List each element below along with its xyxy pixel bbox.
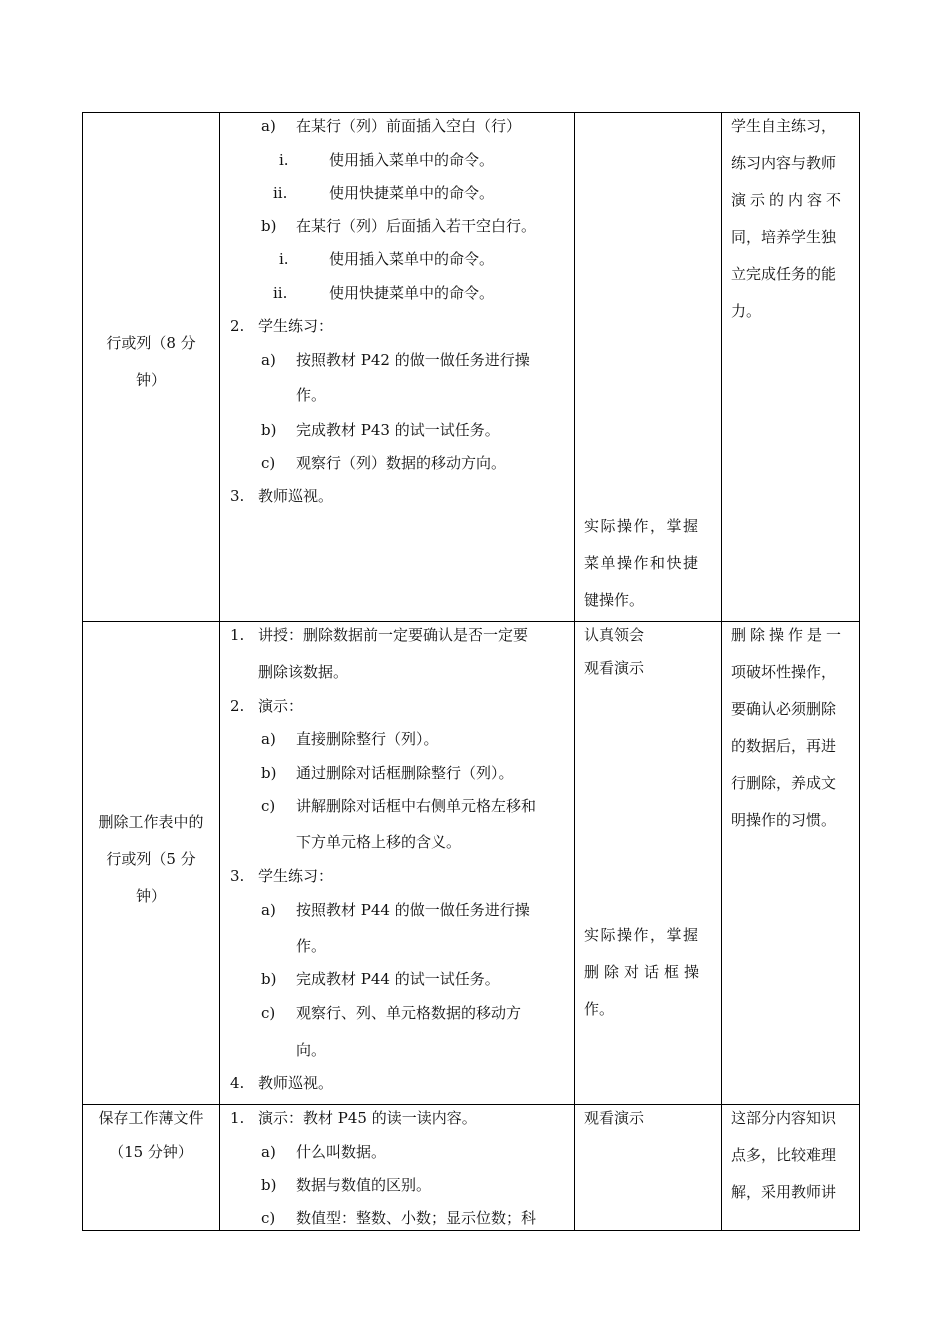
row1-intent-line: 力。 <box>731 302 762 320</box>
row1-intent-line: 立完成任务的能 <box>731 265 837 283</box>
row2-item-text: 下方单元格上移的含义。 <box>296 833 462 851</box>
row1-item-num: i. <box>279 250 289 268</box>
row1-item-num: 2. <box>230 317 245 335</box>
row2-item-text: 讲授：删除数据前一定要确认是否一定要 <box>258 626 529 644</box>
col-divider-1 <box>219 112 220 1231</box>
row1-topic-line: 行或列（8 分 <box>106 334 196 352</box>
row1-activity-line: 键操作。 <box>584 591 645 609</box>
row1-item-num: a) <box>261 351 276 369</box>
row2-topic-line: 钟） <box>135 887 166 905</box>
row1-item-text: 教师巡视。 <box>258 487 334 505</box>
row1-item-num: a) <box>261 117 276 135</box>
row2-item-text: 完成教材 P44 的试一试任务。 <box>296 970 500 988</box>
row1-item-num: c) <box>261 454 276 472</box>
row3-activity-line: 观看演示 <box>584 1109 645 1127</box>
row2-intent-line: 删除操作是一 <box>731 626 846 644</box>
row2-topic-line: 删除工作表中的 <box>98 813 204 831</box>
row2-item-num: 4. <box>230 1074 245 1092</box>
row2-item-text: 观察行、列、单元格数据的移动方 <box>296 1004 522 1022</box>
row2-activity-line: 认真领会 <box>584 626 645 644</box>
row3-item-text: 什么叫数据。 <box>296 1143 387 1161</box>
row2-item-text: 直接删除整行（列）。 <box>296 730 439 748</box>
row3-intent-line: 点多，比较难理 <box>731 1146 837 1164</box>
row1-item-num: i. <box>279 151 289 169</box>
row2-item-text: 教师巡视。 <box>258 1074 334 1092</box>
row1-item-text: 使用快捷菜单中的命令。 <box>329 284 495 302</box>
row2-item-num: b) <box>261 970 277 988</box>
row2-item-text: 通过删除对话框删除整行（列）。 <box>296 764 514 782</box>
table-bottom-border <box>82 1230 860 1231</box>
row3-item-num: c) <box>261 1209 276 1227</box>
row1-activity-line: 实际操作，掌握 <box>584 517 700 535</box>
row2-item-num: 2. <box>230 697 245 715</box>
col-divider-3 <box>721 112 722 1231</box>
col-divider-2 <box>574 112 575 1231</box>
row2-item-num: c) <box>261 797 276 815</box>
row3-topic-line: （15 分钟） <box>109 1143 193 1161</box>
row2-item-num: 3. <box>230 867 245 885</box>
row1-item-text: 在某行（列）前面插入空白（行） <box>296 117 522 135</box>
row2-item-num: 1. <box>230 626 245 644</box>
row1-item-num: b) <box>261 217 277 235</box>
row2-intent-line: 行删除，养成文 <box>731 774 837 792</box>
row1-item-text: 使用快捷菜单中的命令。 <box>329 184 495 202</box>
row2-activity-line: 删除对话框操 <box>584 963 705 981</box>
table-top-border <box>82 112 860 113</box>
row2-item-text: 演示： <box>258 697 304 715</box>
row2-item-text: 向。 <box>296 1041 327 1059</box>
col-divider-4 <box>859 112 860 1231</box>
col-divider-0 <box>82 112 83 1231</box>
row3-item-text: 演示：教材 P45 的读一读内容。 <box>258 1109 477 1127</box>
row3-topic-line: 保存工作薄文件 <box>98 1109 204 1127</box>
row1-item-text: 完成教材 P43 的试一试任务。 <box>296 421 500 439</box>
row1-item-text: 在某行（列）后面插入若干空白行。 <box>296 217 537 235</box>
row2-item-num: a) <box>261 730 276 748</box>
row2-item-num: b) <box>261 764 277 782</box>
row1-item-num: b) <box>261 421 277 439</box>
row2-intent-line: 要确认必须删除 <box>731 700 837 718</box>
row1-item-text: 作。 <box>296 386 327 404</box>
row2-item-text: 删除该数据。 <box>258 663 349 681</box>
row2-item-num: c) <box>261 1004 276 1022</box>
row3-item-text: 数值型：整数、小数；显示位数；科 <box>296 1209 537 1227</box>
row3-item-num: a) <box>261 1143 276 1161</box>
row1-item-text: 按照教材 P42 的做一做任务进行操 <box>296 351 530 369</box>
row1-activity-line: 菜单操作和快捷 <box>584 554 700 572</box>
row1-item-num: 3. <box>230 487 245 505</box>
row1-intent-line: 学生自主练习， <box>731 117 837 135</box>
row1-intent-line: 演示的内容不 <box>731 191 846 209</box>
row2-intent-line: 项破坏性操作， <box>731 663 837 681</box>
row1-item-num: ii. <box>273 284 288 302</box>
row3-intent-line: 这部分内容知识 <box>731 1109 837 1127</box>
row2-intent-line: 明操作的习惯。 <box>731 811 837 829</box>
row3-intent-line: 解，采用教师讲 <box>731 1183 837 1201</box>
row1-item-text: 观察行（列）数据的移动方向。 <box>296 454 507 472</box>
row1-item-text: 使用插入菜单中的命令。 <box>329 151 495 169</box>
row2-item-text: 作。 <box>296 937 327 955</box>
row3-item-num: b) <box>261 1176 277 1194</box>
row-divider-2 <box>82 1104 860 1105</box>
row1-intent-line: 同，培养学生独 <box>731 228 837 246</box>
row2-activity-line: 作。 <box>584 1000 615 1018</box>
row3-item-text: 数据与数值的区别。 <box>296 1176 432 1194</box>
row2-item-text: 讲解删除对话框中右侧单元格左移和 <box>296 797 537 815</box>
row2-intent-line: 的数据后，再进 <box>731 737 837 755</box>
row2-topic-line: 行或列（5 分 <box>106 850 196 868</box>
row2-activity-line: 实际操作，掌握 <box>584 926 700 944</box>
row2-activity-line: 观看演示 <box>584 659 645 677</box>
row1-intent-line: 练习内容与教师 <box>731 154 837 172</box>
row1-item-text: 学生练习： <box>258 317 334 335</box>
row1-topic-line: 钟） <box>135 371 166 389</box>
row2-item-text: 按照教材 P44 的做一做任务进行操 <box>296 901 530 919</box>
row1-item-text: 使用插入菜单中的命令。 <box>329 250 495 268</box>
row2-item-text: 学生练习： <box>258 867 334 885</box>
row-divider-1 <box>82 621 860 622</box>
row1-item-num: ii. <box>273 184 288 202</box>
row3-item-num: 1. <box>230 1109 245 1127</box>
row2-item-num: a) <box>261 901 276 919</box>
